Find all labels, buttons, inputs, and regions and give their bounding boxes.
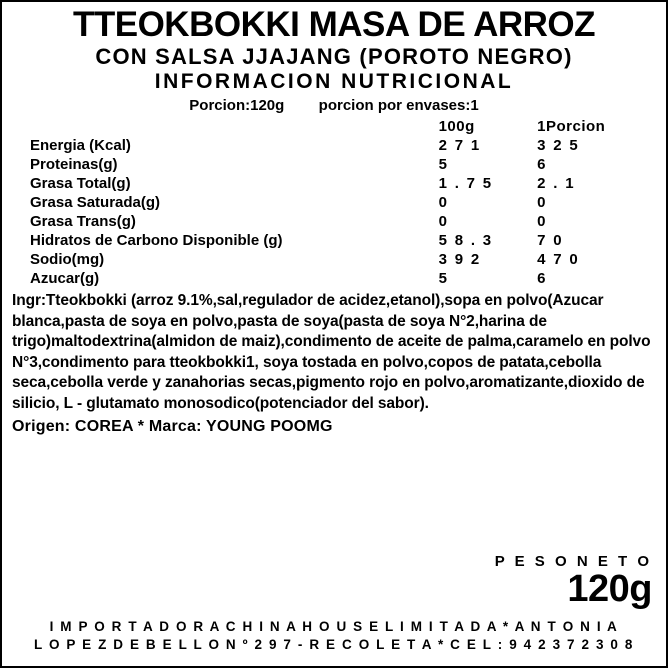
nutrient-per-100g: 2 7 1: [438, 137, 481, 154]
nutrient-name: Proteinas(g): [30, 156, 118, 173]
header-nutrient: [12, 118, 439, 136]
servings-per-pack: porcion por envases:1: [318, 97, 479, 114]
nutrient-per-portion: 0: [537, 213, 548, 230]
table-row: [12, 212, 656, 231]
nutrient-per-portion: 2 . 1: [537, 175, 576, 192]
importer-line-1: I M P O R T A D O R A C H I N A H O U S E L I M I T A D A * A N T O N I A: [49, 619, 619, 634]
product-title: TTEOKBOKKI MASA DE ARROZ: [72, 5, 596, 44]
nutrient-per-portion: 0: [537, 194, 548, 211]
origin-brand-text: Origen: COREA * Marca: YOUNG POOMG: [12, 418, 333, 435]
nutrient-per-100g: 5 8 . 3: [438, 232, 493, 249]
nutrient-per-100g: 3 9 2: [438, 251, 481, 268]
table-row: [12, 231, 656, 250]
table-row: [12, 269, 656, 288]
table-row: [12, 155, 656, 174]
header-per-100g: 100g: [438, 118, 475, 135]
nutrient-name: Grasa Total(g): [30, 175, 131, 192]
nutrient-per-100g: 5: [438, 270, 449, 287]
nutrient-per-portion: 6: [537, 270, 548, 287]
nutrient-per-100g: 5: [438, 156, 449, 173]
nutrient-per-portion: 6: [537, 156, 548, 173]
nutrient-per-100g: 0: [438, 194, 449, 211]
net-weight-value: 120g: [567, 568, 652, 610]
nutrient-per-portion: 7 0: [537, 232, 564, 249]
importer-block: [2, 618, 666, 654]
net-weight-label: P E S O N E T O: [494, 553, 652, 570]
nutrient-per-portion: 3 2 5: [537, 137, 580, 154]
nutrient-per-100g: 1 . 7 5: [438, 175, 493, 192]
product-subtitle: CON SALSA JJAJANG (POROTO NEGRO): [95, 44, 573, 69]
nutrient-name: Sodio(mg): [30, 251, 105, 268]
nutrient-name: Grasa Saturada(g): [30, 194, 161, 211]
nutrient-name: Hidratos de Carbono Disponible (g): [30, 232, 283, 249]
nutrient-per-100g: 0: [438, 213, 449, 230]
nutrition-table-body: [12, 136, 656, 288]
nutrition-table: [12, 118, 656, 288]
header-per-portion: 1Porcion: [537, 118, 606, 135]
nutrient-name: Energia (Kcal): [30, 137, 131, 154]
importer-line-2: L O P E Z D E B E L L O N º 2 9 7 - R E C O L E T A * C E L : 9 4 2 3 7 2 3 0 8: [34, 637, 634, 652]
ingredients-text: Ingr:Tteokbokki (arroz 9.1%,sal,regulador de acidez,etanol),sopa en polvo(Azucar blanca,pasta de soya en polvo,pasta de soya(pasta de soya N°2,harina de trigo)maltodextrina(almidon de maiz),condimento de aceite de palma,caramelo en polvo N°3,condimento para tteokbokki1, soya tostada en polvo,copos de patata,cebolla seca,cebolla verde y zanahorias secas,pigmento rojo en polvo,aromatizante,dioxido de silicio, L - glutamato monosodico(potenciador del sabor).: [12, 292, 651, 412]
serving-size: Porcion:120g: [189, 97, 285, 114]
portion-info: [12, 96, 656, 116]
table-header-row: [12, 118, 656, 136]
section-title: INFORMACION NUTRICIONAL: [154, 70, 514, 93]
table-row: [12, 193, 656, 212]
nutrient-per-portion: 4 7 0: [537, 251, 580, 268]
table-row: [12, 136, 656, 155]
table-row: [12, 250, 656, 269]
net-weight-block: [495, 553, 652, 608]
table-row: [12, 174, 656, 193]
nutrient-name: Azucar(g): [30, 270, 100, 287]
nutrient-name: Grasa Trans(g): [30, 213, 136, 230]
